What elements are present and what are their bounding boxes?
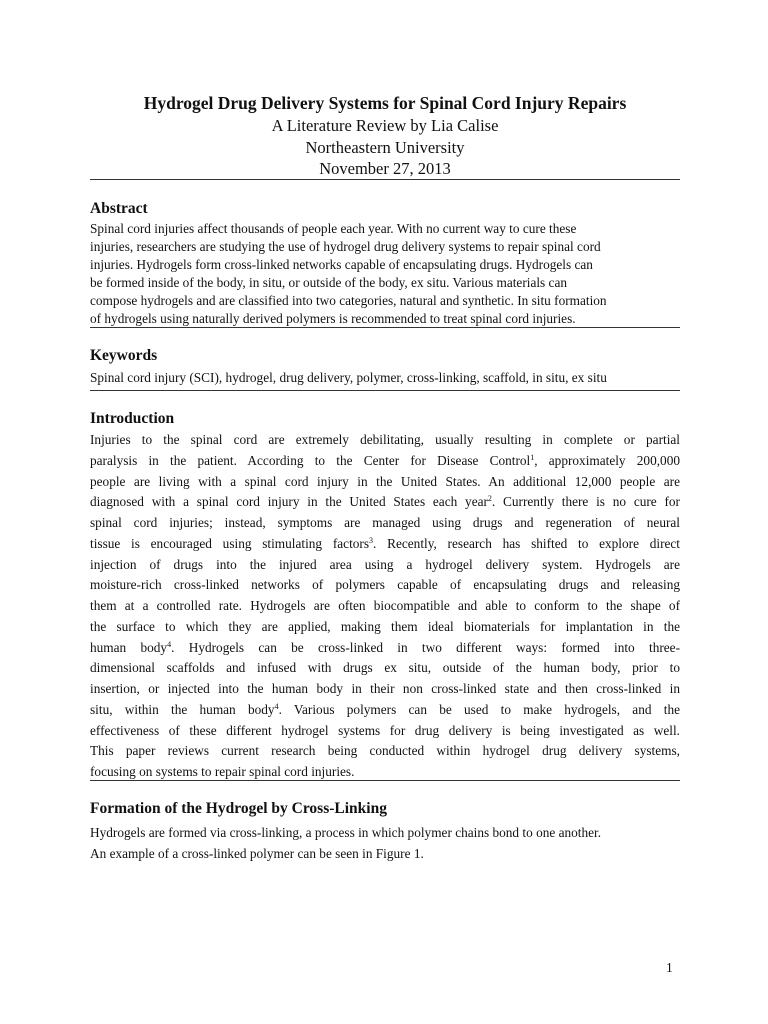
introduction-line	[90, 596, 680, 617]
abstract-line: be formed inside of the body, in situ, or outside of the body, ex situ. Various materials can	[90, 275, 567, 290]
introduction-text: human body	[90, 639, 168, 655]
introduction-line	[90, 700, 680, 721]
introduction-text: injection of drugs into the injured area using a hydrogel delivery system. Hydrogels are	[90, 556, 680, 572]
introduction-line	[90, 451, 680, 472]
footnote-reference: 4	[274, 701, 279, 711]
introduction-text: focusing on systems to repair spinal cord injuries.	[90, 764, 355, 779]
abstract-line: injuries, researchers are studying the use of hydrogel drug delivery systems to repair spinal cord	[90, 239, 601, 254]
introduction-text: . Currently there is no cure for	[491, 494, 680, 510]
introduction-text: diagnosed with a spinal cord injury in the United States each year	[90, 494, 488, 510]
introduction-text: . Recently, research has shifted to explore direct	[373, 535, 680, 551]
introduction-text: Injuries to the spinal cord are extremely debilitating, usually resulting in complete or partial	[90, 432, 680, 447]
introduction-text: insertion, or injected into the human body in their non cross-linked state and then cross-linked in	[90, 681, 680, 696]
introduction-heading: Introduction	[90, 410, 175, 427]
formation-line: An example of a cross-linked polymer can be seen in Figure 1.	[90, 846, 424, 861]
page-number: 1	[666, 960, 673, 975]
abstract-heading: Abstract	[90, 200, 148, 217]
introduction-text: dimensional scaffolds and infused with drugs ex situ, outside of the human body, prior to	[90, 660, 680, 676]
abstract-line: injuries. Hydrogels form cross-linked networks capable of encapsulating drugs. Hydrogels can	[90, 257, 593, 272]
introduction-body	[90, 430, 680, 783]
introduction-line	[90, 575, 680, 596]
footnote-reference: 4	[167, 639, 172, 649]
introduction-text: the surface to which they are applied, making them ideal biomaterials for implantation in the	[90, 618, 680, 634]
abstract-line: Spinal cord injuries affect thousands of people each year. With no current way to cure these	[90, 221, 577, 236]
institution: Northeastern University	[305, 137, 465, 157]
introduction-line	[90, 617, 680, 638]
formation-body	[90, 822, 680, 864]
introduction-text: spinal cord injuries; instead, symptoms are managed using drugs and regeneration of neural	[90, 515, 680, 530]
section-divider	[90, 780, 680, 781]
introduction-line	[90, 513, 680, 534]
abstract-line: of hydrogels using naturally derived polymers is recommended to treat spinal cord injuries.	[90, 311, 576, 326]
introduction-text: moisture-rich cross-linked networks of polymers capable of encapsulating drugs and releasing	[90, 577, 680, 593]
footnote-reference: 2	[487, 494, 492, 504]
introduction-text: . Various polymers can be used to make hydrogels, and the	[278, 701, 680, 717]
introduction-text: tissue is encouraged using stimulating factors	[90, 535, 370, 551]
introduction-line	[90, 658, 680, 679]
formation-heading: Formation of the Hydrogel by Cross-Linking	[90, 800, 387, 817]
introduction-text: . Hydrogels can be cross-linked in two different ways: formed into three-	[171, 639, 680, 655]
title-block	[90, 92, 680, 180]
keywords-text: Spinal cord injury (SCI), hydrogel, drug delivery, polymer, cross-linking, scaffold, in situ, ex situ	[90, 370, 607, 385]
section-divider	[90, 327, 680, 328]
document-date: November 27, 2013	[319, 159, 451, 178]
introduction-line	[90, 430, 680, 451]
introduction-text: paralysis in the patient. According to the Center for Disease Control	[90, 452, 531, 468]
section-divider	[90, 179, 680, 180]
keywords-heading: Keywords	[90, 347, 158, 364]
introduction-text: them at a controlled rate. Hydrogels are often biocompatible and able to conform to the shape of	[90, 598, 680, 613]
document-subtitle: A Literature Review by Lia Calise	[271, 116, 499, 135]
introduction-line	[90, 679, 680, 700]
introduction-line	[90, 741, 680, 762]
introduction-text: This paper reviews current research being conducted within hydrogel drug delivery systems,	[90, 743, 680, 759]
introduction-line	[90, 721, 680, 742]
introduction-line	[90, 555, 680, 576]
abstract-line: compose hydrogels and are classified into two categories, natural and synthetic. In situ formation	[90, 293, 607, 308]
introduction-text: situ, within the human body	[90, 701, 275, 717]
introduction-line	[90, 492, 680, 513]
introduction-text: effectiveness of these different hydrogel systems for drug delivery is being investigated as well.	[90, 722, 680, 738]
introduction-text: , approximately 200,000	[534, 452, 680, 468]
introduction-line	[90, 638, 680, 659]
footnote-reference: 3	[369, 535, 374, 545]
formation-line: Hydrogels are formed via cross-linking, a process in which polymer chains bond to one another.	[90, 825, 602, 840]
abstract-body	[90, 220, 680, 328]
introduction-text: people are living with a spinal cord injury in the United States. An additional 12,000 people are	[90, 473, 680, 489]
footnote-reference: 1	[530, 452, 535, 462]
introduction-line	[90, 472, 680, 493]
introduction-line	[90, 534, 680, 555]
document-title: Hydrogel Drug Delivery Systems for Spinal Cord Injury Repairs	[143, 93, 627, 113]
section-divider	[90, 390, 680, 391]
